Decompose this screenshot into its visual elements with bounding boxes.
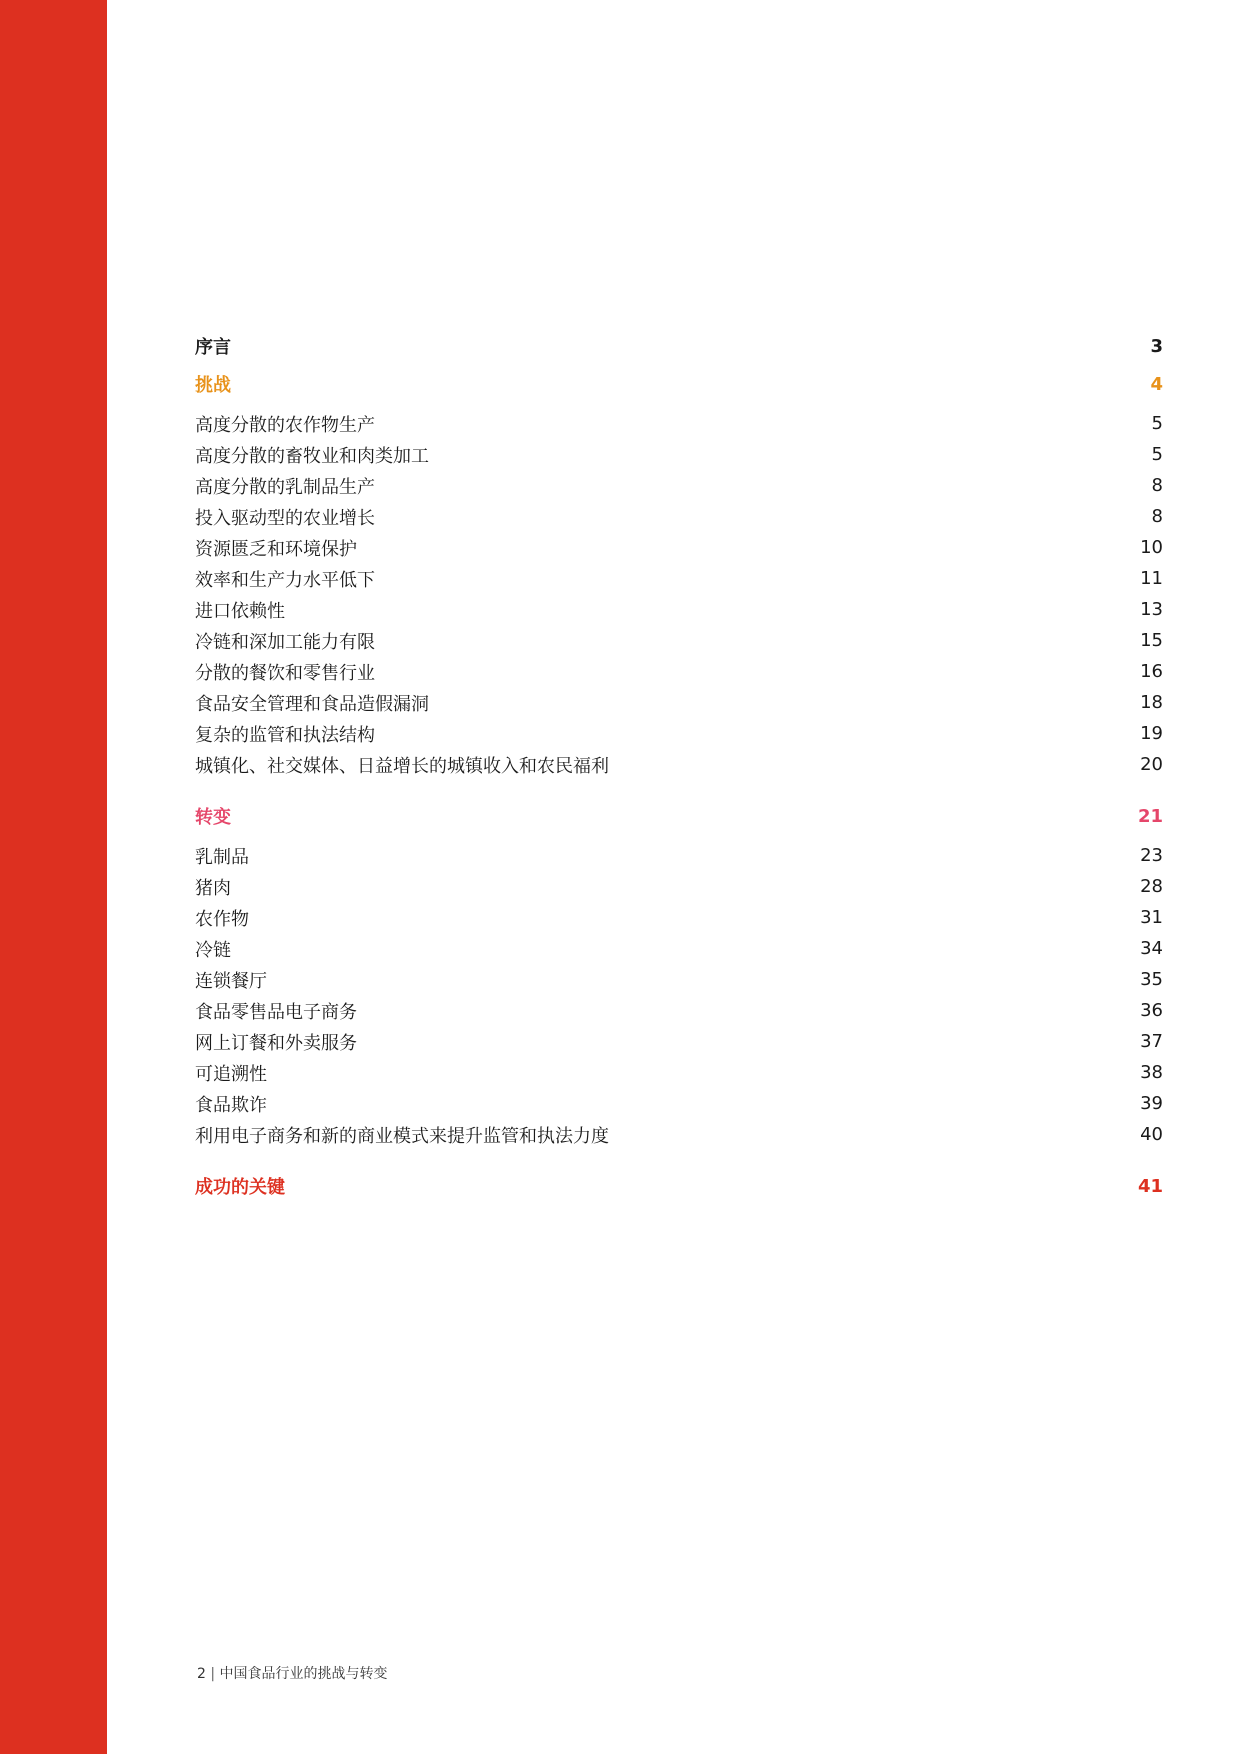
toc-section-title: 序言 — [195, 337, 231, 358]
toc-entry-page: 39 — [1140, 1093, 1163, 1114]
toc-section-transformation[interactable] — [195, 802, 1163, 830]
toc-section-keys-to-success[interactable] — [195, 1172, 1163, 1200]
toc-entry[interactable] — [195, 408, 1163, 439]
toc-entry-page: 5 — [1151, 444, 1163, 465]
toc-section-page: 41 — [1137, 1175, 1163, 1197]
toc-entry-page: 8 — [1151, 475, 1163, 496]
toc-entry-title: 利用电子商务和新的商业模式来提升监管和执法力度 — [195, 1125, 609, 1147]
toc-transformation-list — [195, 840, 1163, 1150]
toc-entry[interactable] — [195, 840, 1163, 871]
toc-entry-page: 8 — [1151, 506, 1163, 527]
toc-entry-title: 可追溯性 — [195, 1063, 267, 1085]
toc-entry[interactable] — [195, 718, 1163, 749]
footer-separator: | — [210, 1666, 216, 1682]
toc-entry[interactable] — [195, 1119, 1163, 1150]
toc-entry[interactable] — [195, 563, 1163, 594]
toc-entry-title: 网上订餐和外卖服务 — [195, 1032, 357, 1054]
toc-entry[interactable] — [195, 964, 1163, 995]
table-of-contents — [195, 332, 1163, 1200]
toc-entry-title: 复杂的监管和执法结构 — [195, 724, 375, 746]
toc-entry-title: 投入驱动型的农业增长 — [195, 507, 375, 529]
toc-entry-title: 猪肉 — [195, 877, 231, 899]
toc-entry-title: 城镇化、社交媒体、日益增长的城镇收入和农民福利 — [195, 755, 609, 777]
toc-entry[interactable] — [195, 687, 1163, 718]
toc-entry-title: 冷链和深加工能力有限 — [195, 631, 375, 653]
toc-entry[interactable] — [195, 1026, 1163, 1057]
page-footer — [197, 1663, 388, 1683]
toc-entry[interactable] — [195, 532, 1163, 563]
side-color-bar — [0, 0, 107, 1754]
toc-entry[interactable] — [195, 1057, 1163, 1088]
toc-entry[interactable] — [195, 625, 1163, 656]
toc-entry[interactable] — [195, 1088, 1163, 1119]
toc-entry[interactable] — [195, 933, 1163, 964]
toc-entry-page: 34 — [1140, 938, 1163, 959]
toc-entry-page: 40 — [1140, 1124, 1163, 1145]
toc-section-title: 转变 — [195, 807, 231, 828]
toc-section-page: 4 — [1150, 373, 1163, 395]
toc-entry-title: 连锁餐厅 — [195, 970, 267, 992]
toc-entry[interactable] — [195, 871, 1163, 902]
toc-challenges-list — [195, 408, 1163, 780]
toc-entry-title: 冷链 — [195, 939, 231, 961]
toc-section-page: 3 — [1150, 335, 1163, 357]
toc-entry-title: 食品零售品电子商务 — [195, 1001, 357, 1023]
toc-entry[interactable] — [195, 656, 1163, 687]
toc-entry[interactable] — [195, 995, 1163, 1026]
toc-entry-page: 5 — [1151, 413, 1163, 434]
toc-entry-title: 进口依赖性 — [195, 600, 285, 622]
toc-entry[interactable] — [195, 594, 1163, 625]
toc-entry[interactable] — [195, 470, 1163, 501]
toc-section-challenges[interactable] — [195, 370, 1163, 398]
toc-entry-page: 18 — [1140, 692, 1163, 713]
toc-entry-page: 35 — [1140, 969, 1163, 990]
toc-section-title: 成功的关键 — [195, 1177, 285, 1198]
toc-entry-title: 农作物 — [195, 908, 249, 930]
toc-entry-title: 食品欺诈 — [195, 1094, 267, 1116]
toc-entry-title: 高度分散的乳制品生产 — [195, 476, 375, 498]
toc-entry-title: 食品安全管理和食品造假漏洞 — [195, 693, 429, 715]
toc-entry[interactable] — [195, 439, 1163, 470]
toc-entry[interactable] — [195, 501, 1163, 532]
footer-page-number: 2 — [197, 1666, 206, 1682]
toc-entry-page: 15 — [1140, 630, 1163, 651]
toc-entry-page: 19 — [1140, 723, 1163, 744]
toc-section-preface[interactable] — [195, 332, 1163, 360]
toc-entry-page: 28 — [1140, 876, 1163, 897]
toc-section-page: 21 — [1137, 805, 1163, 827]
toc-entry-page: 31 — [1140, 907, 1163, 928]
toc-entry-page: 36 — [1140, 1000, 1163, 1021]
toc-entry[interactable] — [195, 902, 1163, 933]
toc-section-title: 挑战 — [195, 375, 231, 396]
toc-entry-page: 16 — [1140, 661, 1163, 682]
toc-entry-title: 乳制品 — [195, 846, 249, 868]
toc-entry-title: 资源匮乏和环境保护 — [195, 538, 357, 560]
toc-entry-page: 38 — [1140, 1062, 1163, 1083]
toc-entry-page: 11 — [1140, 568, 1163, 589]
toc-entry-title: 高度分散的畜牧业和肉类加工 — [195, 445, 429, 467]
toc-entry-title: 分散的餐饮和零售行业 — [195, 662, 375, 684]
footer-title: 中国食品行业的挑战与转变 — [219, 1666, 388, 1682]
toc-entry-page: 13 — [1140, 599, 1163, 620]
toc-entry-page: 10 — [1140, 537, 1163, 558]
toc-entry-page: 20 — [1140, 754, 1163, 775]
toc-entry-title: 效率和生产力水平低下 — [195, 569, 375, 591]
toc-entry[interactable] — [195, 749, 1163, 780]
toc-entry-title: 高度分散的农作物生产 — [195, 414, 375, 436]
toc-entry-page: 37 — [1140, 1031, 1163, 1052]
toc-entry-page: 23 — [1140, 845, 1163, 866]
